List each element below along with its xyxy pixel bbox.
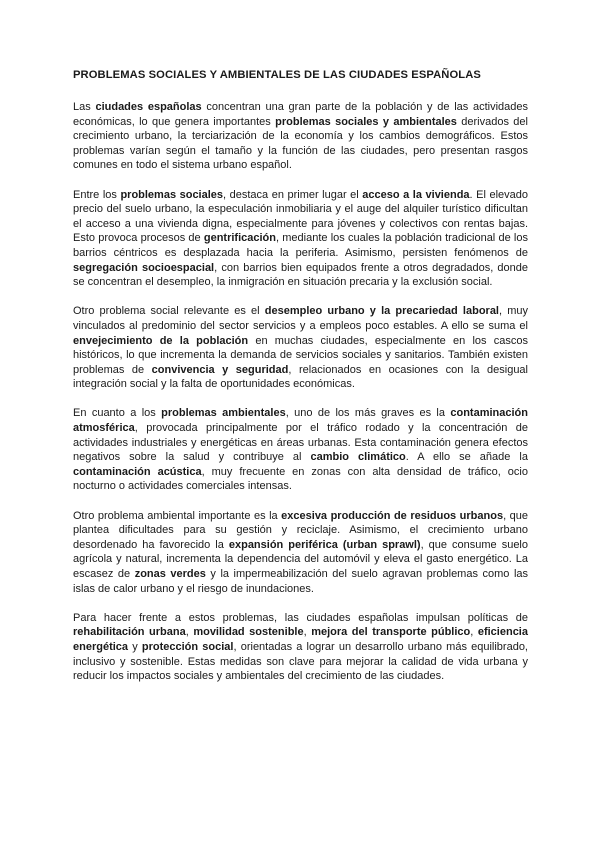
bold-term: problemas ambientales — [161, 407, 286, 420]
text-run: Entre los — [73, 188, 121, 201]
bold-term: acceso a la vivienda — [362, 188, 470, 201]
text-run: Otro problema social relevante es el — [73, 305, 265, 318]
paragraph-policies — [73, 611, 528, 684]
bold-term: contaminación atmosférica — [73, 407, 528, 435]
text-run: , orientadas a lograr un desarrollo urbano más equilibrado, inclusivo y sostenible. Estas medidas son clave para mejorar la calidad de vida urbana y reducir los impactos sociales y ambientales del crecimiento de las ciudades. — [73, 640, 528, 683]
paragraph-intro — [73, 100, 528, 173]
paragraph-unemployment — [73, 304, 528, 392]
paragraph-environmental-problems — [73, 406, 528, 494]
text-run: Otro problema ambiental importante es la — [73, 509, 282, 522]
bold-term: ciudades españolas — [95, 101, 202, 113]
paragraph-waste-sprawl — [73, 509, 528, 597]
paragraph-social-problems — [73, 188, 528, 290]
document-title: PROBLEMAS SOCIALES Y AMBIENTALES DE LAS CIUDADES ESPAÑOLAS — [73, 69, 481, 81]
text-run: , — [185, 626, 194, 639]
bold-term: contaminación acústica — [73, 465, 202, 478]
bold-term: problemas sociales — [120, 188, 224, 201]
text-run: , — [470, 626, 478, 639]
text-run: derivados del crecimiento urbano, la terciarización de la economía y los cambios demográficos. Estos problemas varían según el tamaño y la función de las ciudades, pero presentan rasgos comunes en todo el sistema urbano español. — [73, 115, 528, 172]
text-run: Las — [73, 101, 96, 113]
text-run: . El elevado precio del suelo urbano, la especulación inmobiliaria y el auge del alquiler turístico dificultan el acceso a una vivienda digna, especialmente para jóvenes y colectivos con rentas bajas. Esto provoca procesos de — [73, 188, 528, 245]
bold-term: gentrificación — [203, 232, 276, 245]
bold-term: rehabilitación urbana — [73, 626, 186, 639]
bold-term: segregación socioespacial — [73, 261, 215, 274]
text-run: , — [303, 626, 312, 639]
text-run: , destaca en primer lugar el — [223, 188, 363, 201]
document-page — [73, 68, 528, 698]
text-run: . A ello se añade la — [405, 451, 528, 464]
bold-term: desempleo urbano y la precariedad laboral — [264, 305, 499, 318]
text-run: , uno de los más graves es la — [285, 407, 451, 420]
text-run: , muy frecuente en zonas con alta densidad de tráfico, ocio nocturno o actividades comerciales intensas. — [73, 465, 528, 493]
bold-term: envejecimiento de la población — [73, 334, 249, 347]
text-run: , mediante los cuales la población tradicional de los barrios céntricos es desplazada hacia la periferia. Asimismo, persisten fenómenos de — [73, 232, 528, 259]
bold-term: expansión periférica (urban sprawl) — [228, 538, 421, 551]
bold-term: protección social — [141, 640, 234, 653]
bold-term: eficiencia energética — [73, 626, 528, 653]
text-run: , relacionados en ocasiones con la desigual integración social y la falta de oportunidades económicas. — [73, 363, 528, 391]
bold-term: convivencia y seguridad — [151, 363, 289, 376]
bold-term: cambio climático — [310, 451, 406, 464]
bold-term: mejora del transporte público — [311, 626, 471, 639]
bold-term: movilidad sostenible — [193, 626, 304, 639]
text-run: En cuanto a los — [73, 407, 162, 420]
bold-term: zonas verdes — [134, 568, 206, 580]
text-run: concentran una gran parte de la población y de las actividades económicas, lo que genera importantes — [73, 101, 528, 128]
text-run: y la impermeabilización del suelo agravan problemas como las islas de calor urbano y el riesgo de inundaciones. — [73, 568, 529, 595]
text-run: Para hacer frente a estos problemas, las ciudades españolas impulsan políticas de — [73, 611, 528, 624]
text-run: , muy vinculados al predominio del sector servicios y a empleos poco estables. A ello se suma el — [73, 305, 528, 332]
bold-term: excesiva producción de residuos urbanos — [281, 509, 504, 522]
text-run: , con barrios bien equipados frente a otros degradados, donde se concentran el desempleo, la inmigración en situación precaria y la exclusión social. — [73, 261, 529, 289]
bold-term: problemas sociales y ambientales — [275, 115, 457, 128]
text-run: , que consume suelo agrícola y natural, incrementa la dependencia del automóvil y eleva el gasto energético. La escasez de — [73, 538, 528, 580]
text-run: y — [128, 640, 142, 653]
text-run: , provocada principalmente por el tráfico rodado y la concentración de actividades industriales y energéticas en áreas urbanas. Esta contaminación genera efectos negativos sobre la salud y contribuye al — [73, 422, 528, 464]
text-run: en muchas ciudades, especialmente en los cascos históricos, lo que incrementa la demanda de servicios sociales y sanitarios. También existen problemas de — [73, 334, 528, 376]
text-run: , que plantea dificultades para su gestión y reciclaje. Asimismo, el crecimiento urbano desordenado ha favorecido la — [73, 509, 528, 551]
